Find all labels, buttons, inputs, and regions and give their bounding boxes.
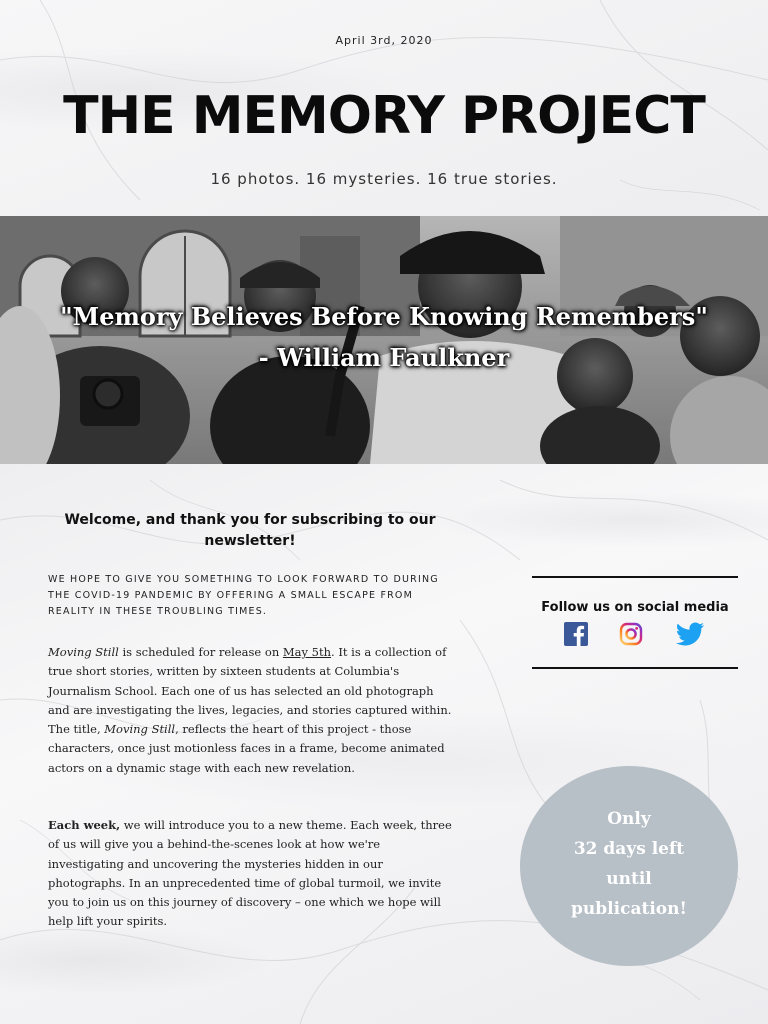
welcome-heading: Welcome, and thank you for subscribing to our newsletter!	[64, 512, 436, 549]
release-date-link[interactable]: May 5th	[282, 645, 332, 659]
countdown-text: Only 32 days left until publication!	[571, 809, 687, 919]
social-heading: Follow us on social media	[541, 600, 729, 615]
twitter-icon[interactable]	[675, 622, 705, 646]
instagram-icon[interactable]	[619, 622, 643, 646]
book-title: Moving Still	[104, 722, 176, 737]
paragraph-release: Moving Still is scheduled for release on May 5th. It is a collection of true short stories, written by sixteen students at Columbia's Journalism School. Each one of us has selected an old photograph and are investigating the lives, legacies, and stories captured within. The title, Moving Still, reflects the heart of this project - those characters, once just motionless faces in a frame, become animated actors on a dynamic stage with each new revelation.	[48, 645, 452, 775]
book-title: Moving Still	[48, 645, 119, 659]
banner-quote: "Memory Believes Before Knowing Remembers"	[60, 302, 708, 331]
divider-top	[532, 576, 738, 578]
quote-attribution: - William Faulkner	[258, 343, 510, 372]
paragraph-weekly: Each week, we will introduce you to a new theme. Each week, three of us will give you a behind-the-scenes look at how we're investigating and uncovering the mysteries hidden in our photographs. In an unprecedented time of global turmoil, we invite you to join us on this journey of discovery – one which we hope will help lift your spirits.	[48, 818, 452, 929]
divider-bottom	[532, 667, 738, 669]
newsletter-title: THE MEMORY PROJECT	[63, 86, 705, 146]
banner-photo	[0, 216, 768, 464]
intro-text: WE HOPE TO GIVE YOU SOMETHING TO LOOK FORWARD TO DURING THE COVID-19 PANDEMIC BY OFFERING A SMALL ESCAPE FROM REALITY IN THESE TROUBLING TIMES.	[48, 574, 439, 617]
facebook-icon[interactable]	[564, 622, 588, 646]
newsletter-tagline: 16 photos. 16 mysteries. 16 true stories.	[210, 170, 558, 188]
issue-date: April 3rd, 2020	[335, 34, 433, 47]
each-week-label: Each week,	[48, 818, 121, 832]
